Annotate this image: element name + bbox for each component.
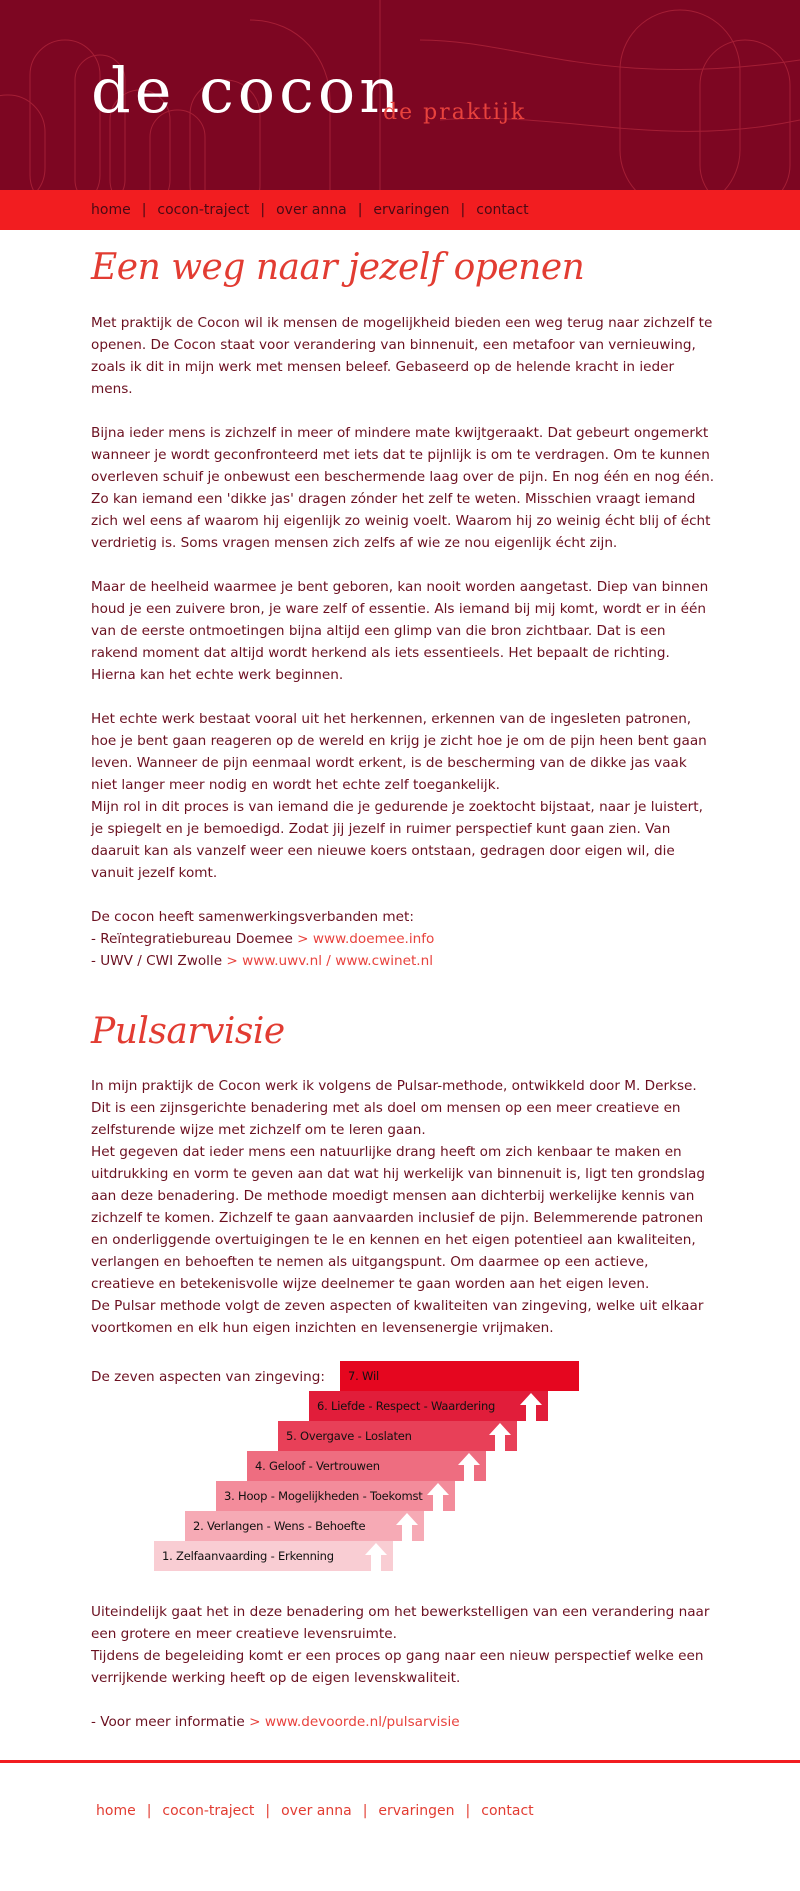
step-2: 2. Verlangen - Wens - Behoefte <box>185 1511 424 1541</box>
partner-doemee-link[interactable]: > www.doemee.info <box>297 930 435 947</box>
section-title-weg: Een weg naar jezelf openen <box>91 247 585 288</box>
paragraph-echte-werk-part1: Het echte werk bestaat vooral uit het herkennen, erkennen van de ingesleten patronen, hoe je bent gaan reageren op de wereld en krijg je zicht hoe je om de pijn heen bent gaan leven. Wanneer de pijn eenmaal wordt erkent, is de bescherming van de dikke jas vaak niet langer meer nodig en wordt het echte zelf toegankelijk. <box>91 710 707 793</box>
step-3: 3. Hoop - Mogelijkheden - Toekomst <box>216 1481 455 1511</box>
partners-block <box>91 906 716 972</box>
paragraph-heelheid: Maar de heelheid waarmee je bent geboren, kan nooit worden aangetast. Diep van binnen houd je een zuivere bron, je ware zelf of essentie. Als iemand bij mij komt, wordt er in één van de eerste ontmoetingen bijna altijd een glimp van die bron zichtbaar. Dat is een rakend moment dat altijd wordt herkend als iets essentieels. Het bepaalt de richting. Hierna kan het echte werk beginnen. <box>91 578 709 683</box>
logo-tagline: de praktijk <box>383 100 527 125</box>
footer-link-contact[interactable]: contact <box>481 1803 534 1819</box>
nav-link-ervaringen[interactable]: ervaringen <box>373 202 450 218</box>
top-navigation-bar <box>0 190 800 230</box>
up-arrow-icon <box>487 1421 513 1451</box>
more-info-text: - Voor meer informatie <box>91 1714 245 1731</box>
footer-link-ervaringen[interactable]: ervaringen <box>378 1803 455 1819</box>
main-content <box>91 248 716 1755</box>
nav-link-over-anna[interactable]: over anna <box>276 202 347 218</box>
footer-nav <box>96 1803 534 1819</box>
step-1: 1. Zelfaanvaarding - Erkenning <box>154 1541 393 1571</box>
closing-paragraph-part2: Tijdens de begeleiding komt er een proces op gang naar een nieuw perspectief welke een verrijkende werking heeft op de eigen levenskwaliteit. <box>91 1648 704 1687</box>
partner-uwv-link[interactable]: > www.uwv.nl / www.cwinet.nl <box>226 952 434 969</box>
nav-separator: | <box>465 1803 471 1819</box>
pulsar-paragraph <box>91 1075 716 1339</box>
footer-link-cocon-traject[interactable]: cocon-traject <box>162 1803 255 1819</box>
step-6: 6. Liefde - Respect - Waardering <box>309 1391 548 1421</box>
up-arrow-icon <box>425 1481 451 1511</box>
nav-separator: | <box>146 1803 152 1819</box>
footer-link-over-anna[interactable]: over anna <box>281 1803 352 1819</box>
zingeving-staircase-diagram <box>91 1361 716 1581</box>
more-info-link[interactable]: > www.devoorde.nl/pulsarvisie <box>249 1714 460 1731</box>
nav-separator: | <box>141 202 147 218</box>
partner-doemee: - Reïntegratiebureau Doemee <box>91 930 293 947</box>
up-arrow-icon <box>518 1391 544 1421</box>
footer-divider <box>0 1760 800 1763</box>
nav-separator: | <box>265 1803 271 1819</box>
nav-separator: | <box>460 202 466 218</box>
nav-link-contact[interactable]: contact <box>476 202 529 218</box>
up-arrow-icon <box>456 1451 482 1481</box>
paragraph-echte-werk <box>91 708 716 884</box>
step-5: 5. Overgave - Loslaten <box>278 1421 517 1451</box>
closing-paragraph-part1: Uiteindelijk gaat het in deze benadering om het bewerkstelligen van een verandering naar een grotere en meer creatieve levensruimte. <box>91 1604 710 1643</box>
pulsar-paragraph-part1: In mijn praktijk de Cocon werk ik volgens de Pulsar-methode, ontwikkeld door M. Derkse. Dit is een zijnsgerichte benadering met als doel om mensen op een meer creatieve en zelfsturende wijze met zichzelf om te leren gaan. <box>91 1078 697 1139</box>
intro-paragraph: Met praktijk de Cocon wil ik mensen de mogelijkheid bieden een weg terug naar zichzelf te openen. De Cocon staat voor verandering van binnenuit, een metafoor van vernieuwing, zoals ik dit in mijn werk met mensen beleef. Gebaseerd op de helende kracht in ieder mens. <box>91 314 713 397</box>
nav-separator: | <box>362 1803 368 1819</box>
up-arrow-icon <box>394 1511 420 1541</box>
diagram-label: De zeven aspecten van zingeving: <box>91 1369 325 1386</box>
pulsar-paragraph-part2: Het gegeven dat ieder mens een natuurlijke drang heeft om zich kenbaar te maken en uitdrukking en vorm te geven aan dat wat hij werkelijk van binnenuit is, ligt ten grondslag aan deze benadering. De methode moedigt mensen aan dichterbij werkelijke kennis van zichzelf te komen. Zichzelf te gaan aanvaarden inclusief de pijn. Belemmerende patronen en onderliggende overtuigingen te le en kennen en het eigen potentieel aan kwaliteiten, verlangen en behoeften te nemen als uitgangspunt. Om daarmee op een actieve, creatieve en betekenisvolle wijze deelnemer te gaan worden aan het eigen leven. <box>91 1144 705 1293</box>
top-nav <box>91 190 529 230</box>
up-arrow-icon <box>363 1541 389 1571</box>
paragraph-kwijtgeraakt: Bijna ieder mens is zichzelf in meer of mindere mate kwijtgeraakt. Dat gebeurt ongemerkt wanneer je wordt geconfronteerd met iets dat te pijnlijk is om te verdragen. Om te kunnen overleven schuif je onbewust een beschermende laag over de pijn. En nog één en nog één. Zo kan iemand een 'dikke jas' dragen zónder het zelf te weten. Misschien vraagt iemand zich wel eens af waarom hij eigenlijk zo weinig voelt. Waarom hij zo weinig écht blij of écht verdrietig is. Soms vragen mensen zich zelfs af wie ze nou eigenlijk écht zijn. <box>91 424 715 551</box>
partners-intro: De cocon heeft samenwerkingsverbanden met: <box>91 908 414 925</box>
nav-separator: | <box>357 202 363 218</box>
more-info <box>91 1711 716 1733</box>
section-title-pulsarvisie: Pulsarvisie <box>91 1010 285 1052</box>
step-7: 7. Wil <box>340 1361 579 1391</box>
paragraph-echte-werk-part2: Mijn rol in dit proces is van iemand die je gedurende je zoektocht bijstaat, naar je luistert, je spiegelt en je bemoedigd. Zodat jij jezelf in ruimer perspectief kunt gaan zien. Van daaruit kan als vanzelf weer een nieuwe koers ontstaan, gedragen door eigen wil, die vanuit jezelf komt. <box>91 798 703 881</box>
step-4: 4. Geloof - Vertrouwen <box>247 1451 486 1481</box>
partner-uwv: - UWV / CWI Zwolle <box>91 952 223 969</box>
nav-link-home[interactable]: home <box>91 202 131 218</box>
pulsar-paragraph-part3: De Pulsar methode volgt de zeven aspecten of kwaliteiten van zingeving, welke uit elkaar voortkomen en elk hun eigen inzichten en levensenergie vrijmaken. <box>91 1298 704 1337</box>
nav-link-cocon-traject[interactable]: cocon-traject <box>157 202 250 218</box>
logo-text[interactable]: de cocon <box>91 54 404 127</box>
header-banner <box>0 0 800 190</box>
nav-separator: | <box>260 202 266 218</box>
footer-link-home[interactable]: home <box>96 1803 136 1819</box>
closing-paragraph <box>91 1601 716 1689</box>
